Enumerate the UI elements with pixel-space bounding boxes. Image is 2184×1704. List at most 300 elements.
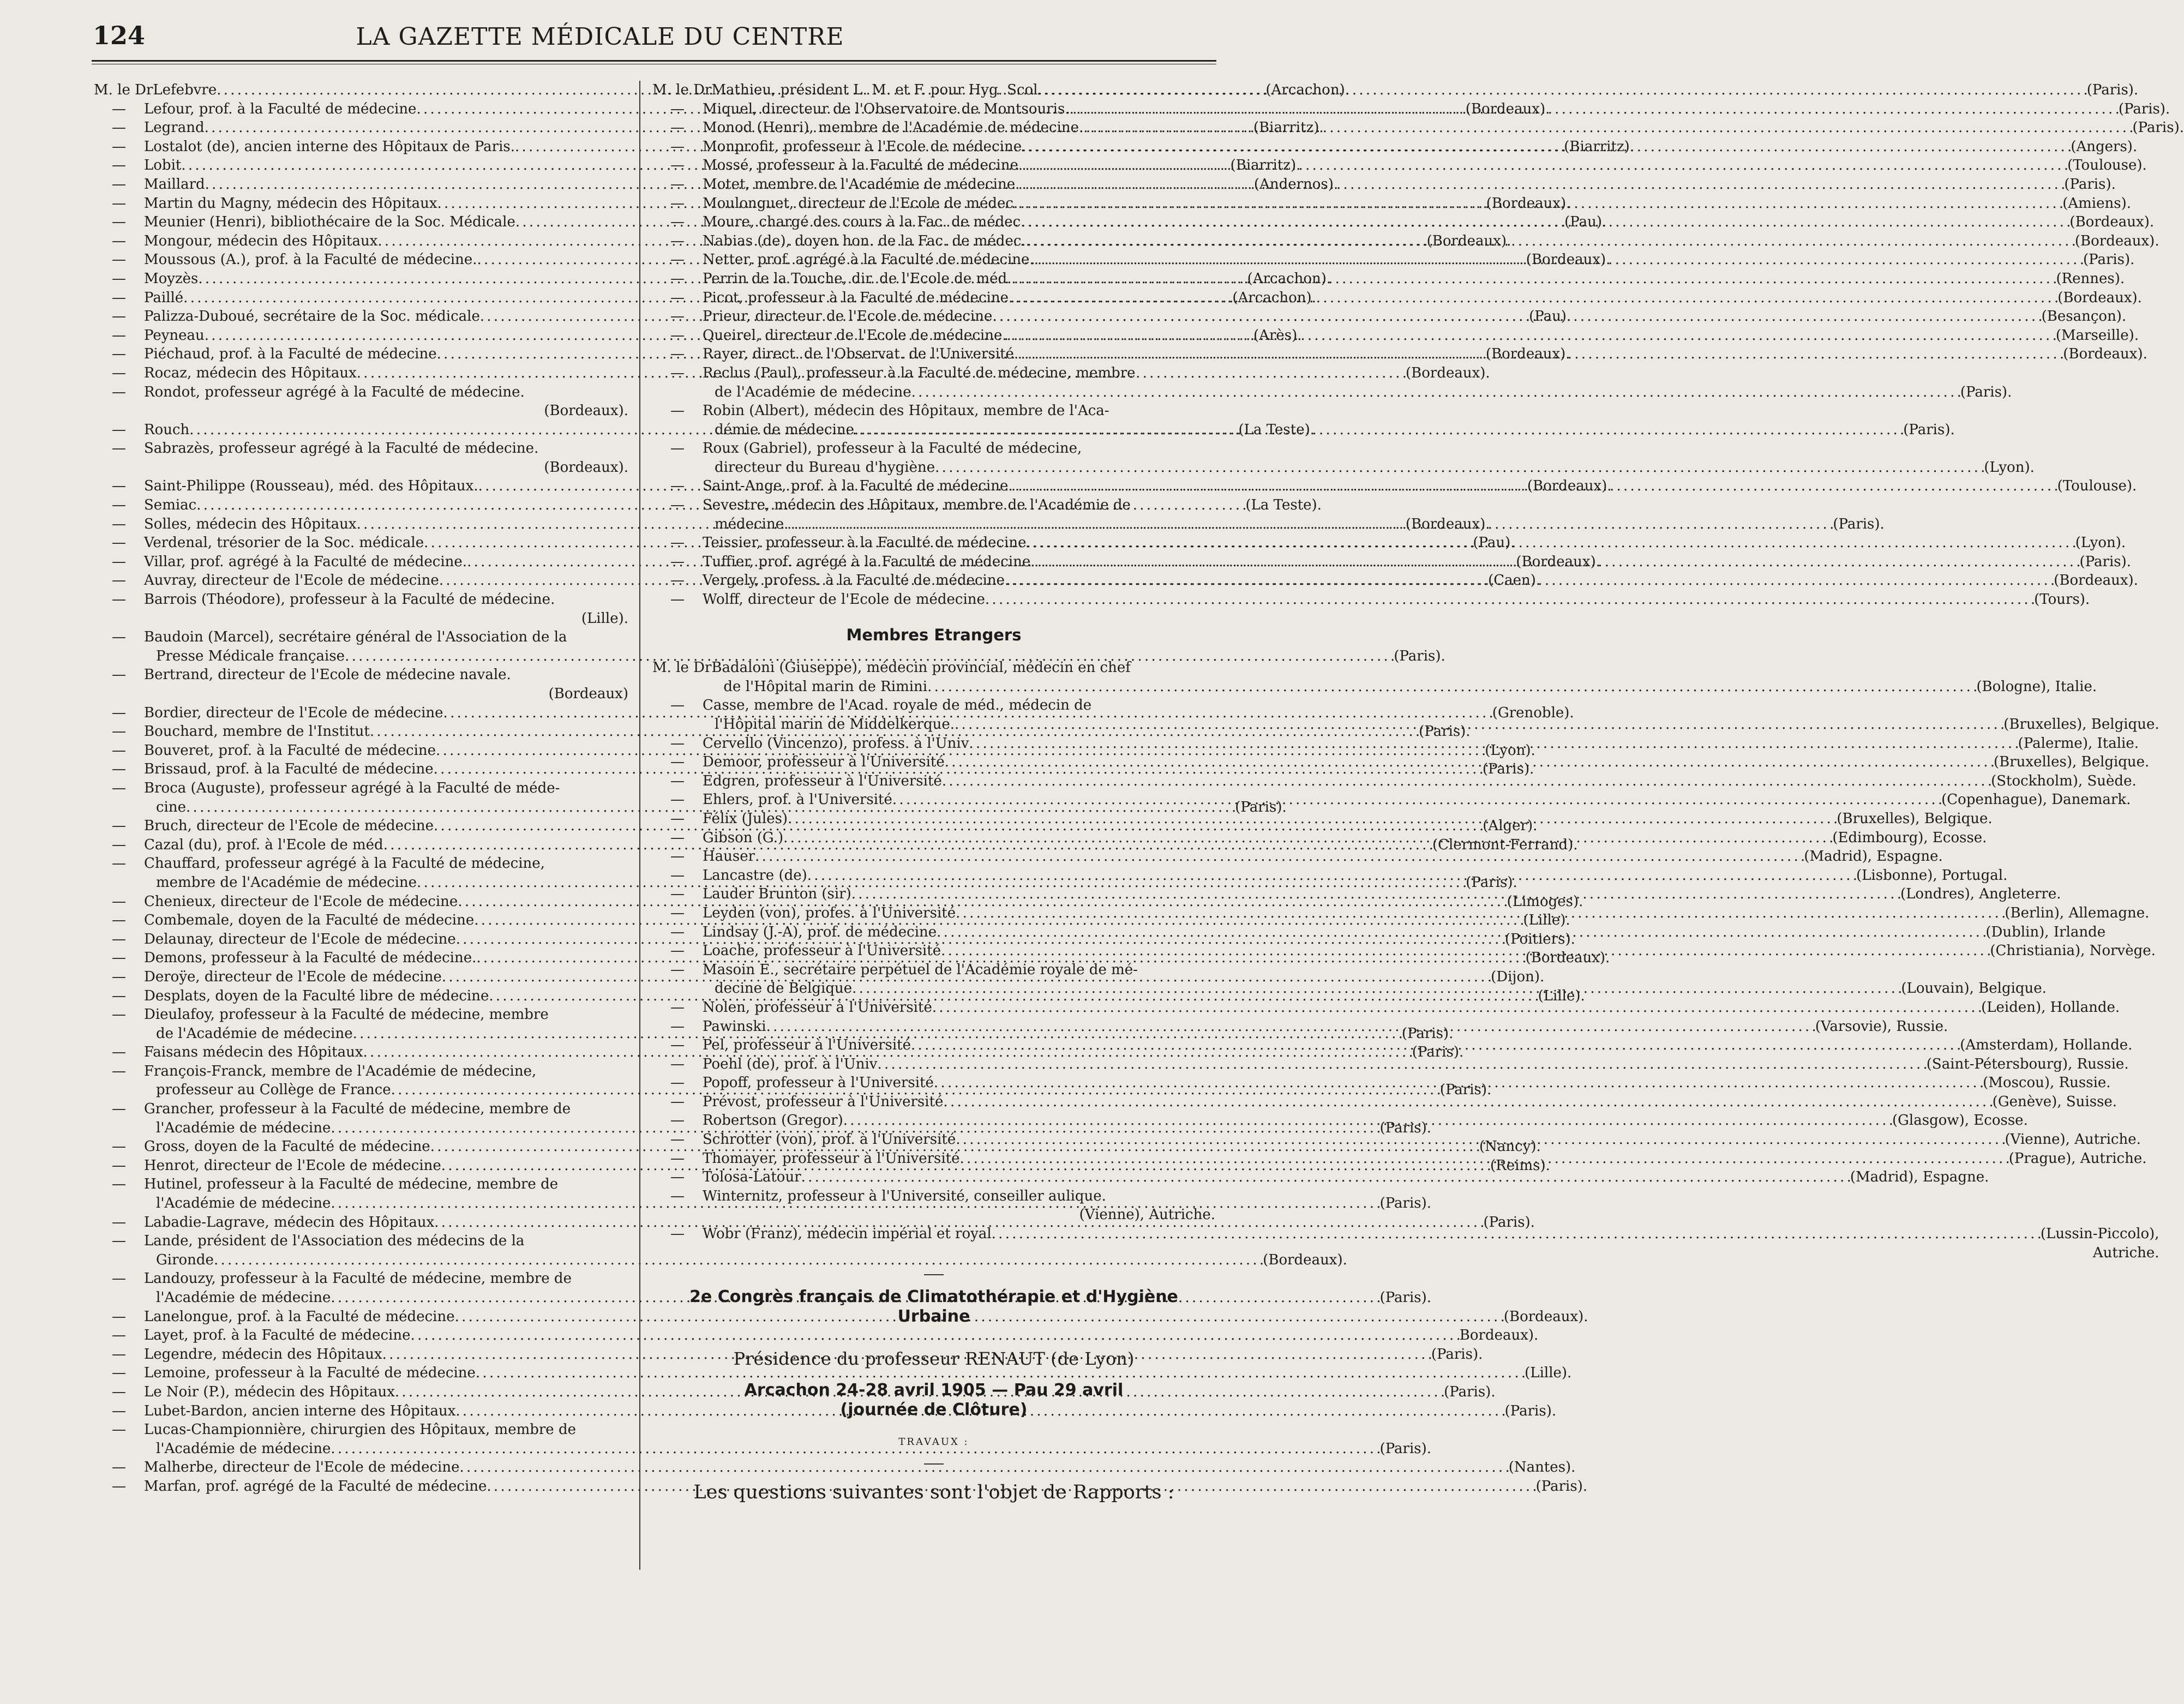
entry-location: (Reims). xyxy=(1490,1157,1550,1174)
entry-prefix: — xyxy=(112,327,126,344)
entry-prefix: — xyxy=(112,346,126,363)
leader-dots xyxy=(1015,175,2064,194)
entry-location: (Paris). xyxy=(1379,1289,1432,1306)
entry-prefix: — xyxy=(670,591,685,608)
member-entry xyxy=(652,658,2097,696)
entry-prefix: — xyxy=(670,791,685,808)
entry-location: (Paris). xyxy=(1401,1025,1454,1042)
entry-line xyxy=(144,609,628,628)
entry-name: Prieur, directeur de l'Ecole de médecine xyxy=(703,308,993,325)
entry-location: (Bordeaux). xyxy=(1516,553,1600,570)
entry-text xyxy=(703,156,2147,175)
entry-name: Bouchard, membre de l'Institut xyxy=(144,723,370,740)
leader-dots xyxy=(843,1111,1892,1130)
entry-line xyxy=(711,658,2097,677)
leader-dots xyxy=(851,885,1900,904)
entry-location: (Paris). xyxy=(2086,82,2139,98)
entry-prefix: — xyxy=(112,855,126,872)
entry-location: (Varsovie), Russie. xyxy=(1815,1018,1948,1035)
entry-name: Saint-Philippe (Rousseau), méd. des Hôpitaux. xyxy=(144,478,478,495)
entry-name: Legendre, médecin des Hôpitaux xyxy=(144,1346,382,1363)
entry-name: Lancastre (de) xyxy=(703,867,807,884)
entry-line xyxy=(703,1055,2129,1074)
entry-location: (Dijon). xyxy=(1491,968,1545,985)
entry-text xyxy=(703,923,2105,942)
entry-line xyxy=(703,1205,1215,1225)
entry-prefix: — xyxy=(112,1270,126,1287)
entry-line xyxy=(703,979,2047,998)
leader-dots xyxy=(960,1149,2009,1168)
entry-text xyxy=(703,364,2012,401)
entry-name: Grancher, professeur à la Faculté de médecine, membre de xyxy=(144,1101,571,1118)
entry-line xyxy=(703,1036,2132,1055)
entry-line xyxy=(703,156,2147,175)
entry-prefix: — xyxy=(112,1157,126,1174)
entry-prefix: — xyxy=(670,1226,685,1243)
entry-location: (Paris). xyxy=(1960,383,2012,400)
entry-text xyxy=(703,1187,1215,1225)
entry-text xyxy=(144,590,628,628)
entry-name: Rondot, professeur agrégé à la Faculté de médecine. xyxy=(144,383,525,400)
entry-text xyxy=(703,829,1987,848)
entry-location: (Madrid), Espagne. xyxy=(1850,1169,1989,1186)
entry-location: (Bordeaux). xyxy=(1486,195,1571,212)
entry-prefix: — xyxy=(112,1346,126,1363)
entry-location: (Berlin), Allemagne. xyxy=(2005,904,2150,921)
entry-prefix: — xyxy=(670,364,685,381)
entry-location: (Limoges). xyxy=(1507,893,1583,910)
entry-prefix: — xyxy=(670,1131,685,1148)
entry-line xyxy=(144,590,628,609)
entry-line xyxy=(703,100,2170,119)
entry-line xyxy=(703,137,2137,157)
entry-location: (Paris). xyxy=(1535,1478,1588,1495)
entry-location: (Paris). xyxy=(1379,1440,1432,1457)
entry-prefix: — xyxy=(112,1233,126,1250)
entry-location: Autriche. xyxy=(2092,1244,2159,1261)
entry-name: Bertrand, directeur de l'Ecole de médecine navale. xyxy=(144,667,511,683)
leader-dots xyxy=(1083,118,2132,137)
entry-name: Presse Médicale française xyxy=(156,647,345,664)
entry-prefix: — xyxy=(112,1383,126,1400)
entry-line xyxy=(711,677,2097,697)
entry-prefix: — xyxy=(670,232,685,249)
entry-name: Picot, professeur à la Faculté de médecine xyxy=(703,289,1009,306)
entry-line xyxy=(703,326,2139,345)
entry-name: médecine xyxy=(715,515,784,532)
entry-name: Monprofit, professeur à l'Ecole de médecine xyxy=(703,138,1022,155)
entry-name: Palizza-Duboué, secrétaire de la Soc. médicale xyxy=(144,308,480,325)
entry-text xyxy=(703,961,2047,998)
entry-location: (Pau). xyxy=(1473,535,1515,551)
entry-prefix: — xyxy=(670,403,685,419)
entry-name: l'Académie de médecine xyxy=(156,1440,331,1457)
entry-text xyxy=(703,998,2120,1017)
entry-name: Lefebvre xyxy=(153,82,217,98)
entry-line xyxy=(703,904,2149,923)
entry-name: Lanelongue, prof. à la Faculté de médecine xyxy=(144,1308,455,1325)
entry-line xyxy=(703,885,2061,904)
entry-location: (Lussin-Piccolo), xyxy=(2040,1226,2159,1243)
leader-dots xyxy=(935,458,1984,477)
entry-line xyxy=(144,685,628,704)
entry-location: (Grenoble). xyxy=(1492,704,1574,721)
entry-location: (Moscou), Russie. xyxy=(1983,1075,2111,1091)
entry-location: (Paris). xyxy=(1903,421,1955,438)
entry-text xyxy=(703,696,2159,734)
entry-prefix: — xyxy=(670,1150,685,1167)
entry-location: (Paris). xyxy=(1466,874,1517,891)
entry-location: (Christiania), Norvège. xyxy=(1990,943,2156,959)
entry-prefix: — xyxy=(112,364,126,381)
entry-location: (Arès). xyxy=(1253,327,1302,344)
entry-text xyxy=(703,790,2131,809)
entry-prefix: — xyxy=(112,779,126,796)
entry-name: Tolosa-Latour xyxy=(703,1169,801,1186)
entry-prefix: — xyxy=(670,535,685,551)
entry-prefix: — xyxy=(112,1478,126,1495)
entry-text xyxy=(703,1073,2111,1093)
entry-prefix: — xyxy=(670,961,685,978)
entry-name: Monod (Henri), membre de l'Académie de médecine. xyxy=(703,119,1084,136)
entry-prefix: — xyxy=(670,308,685,325)
leader-dots xyxy=(801,1168,1850,1187)
entry-location: (Paris). xyxy=(1504,1402,1557,1419)
entry-location: (Toulouse). xyxy=(2067,157,2147,174)
entry-text xyxy=(703,866,2007,885)
entry-location: (Glasgow), Ecosse. xyxy=(1892,1112,2028,1129)
entry-prefix: — xyxy=(112,1365,126,1382)
entry-name: Bruch, directeur de l'Ecole de médecine xyxy=(144,818,434,835)
entry-name: Moulonguet, directeur de l'Ecole de médec xyxy=(703,195,1013,212)
congress-title-line-1: 2e Congrès français de Climatothérapie et d'Hygiène xyxy=(689,1287,1178,1307)
entry-name: Dieulafoy, professeur à la Faculté de médecine, membre xyxy=(144,1006,549,1023)
entry-location: (Bordeaux). xyxy=(1263,1251,1347,1268)
member-entry xyxy=(94,590,628,628)
entry-name: Loache, professeur à l'Université xyxy=(703,943,941,959)
entry-name: Demoor, professeur à l'Université xyxy=(703,754,945,771)
leader-dots xyxy=(1021,213,2069,232)
entry-name: Martin du Magny, médecin des Hôpitaux xyxy=(144,195,437,212)
entry-name: Combemale, doyen de la Faculté de médecine xyxy=(144,912,475,929)
entry-location: (Paris). xyxy=(2132,119,2184,136)
entry-name: Bouveret, prof. à la Faculté de médecine xyxy=(144,742,436,759)
entry-name: directeur du Bureau d'hygiène xyxy=(715,459,935,476)
entry-text xyxy=(703,1036,2132,1055)
entry-text xyxy=(703,1055,2129,1074)
entry-location: (Londres), Angleterre. xyxy=(1900,886,2061,903)
entry-location: (Palerme), Italie. xyxy=(2018,735,2139,752)
leader-dots xyxy=(1009,289,2057,308)
leader-dots xyxy=(992,1225,2041,1244)
entry-text xyxy=(703,941,2156,961)
entry-line xyxy=(703,961,2047,980)
entry-location: (Amiens). xyxy=(2062,195,2131,212)
entry-prefix: — xyxy=(670,440,685,457)
leader-dots xyxy=(788,809,1837,829)
member-entry xyxy=(652,1055,2129,1074)
entry-name: Cervello (Vincenzo), profess. à l'Univ xyxy=(703,735,969,752)
entry-prefix: — xyxy=(112,893,126,910)
entry-prefix: — xyxy=(670,214,685,231)
entry-location: (Bordeaux). xyxy=(1485,346,1570,363)
entry-prefix: — xyxy=(112,138,126,155)
leader-dots xyxy=(937,923,1985,942)
entry-text xyxy=(703,496,1885,533)
entry-name: Lindsay (J.-A), prof. de médecine xyxy=(703,923,937,940)
entry-name: Gross, doyen de la Faculté de médecine xyxy=(144,1138,430,1155)
entry-prefix: — xyxy=(670,904,685,921)
entry-location: (Angers). xyxy=(2071,138,2138,155)
entry-line xyxy=(703,715,2159,734)
entry-name: Pel, professeur à l'Université xyxy=(703,1037,911,1054)
entry-text xyxy=(703,885,2061,904)
entry-prefix: — xyxy=(112,497,126,514)
entry-prefix: — xyxy=(670,1037,685,1054)
member-entry xyxy=(94,383,628,421)
entry-name: Sabrazès, professeur agrégé à la Faculté de médecine. xyxy=(144,440,539,457)
entry-location: (Amsterdam), Hollande. xyxy=(1960,1037,2133,1054)
entry-name: Labadie-Lagrave, médecin des Hôpitaux xyxy=(144,1214,435,1231)
entry-text xyxy=(703,533,2126,553)
entry-text xyxy=(703,326,2139,345)
entry-text xyxy=(703,590,2090,609)
entry-prefix: — xyxy=(670,251,685,268)
entry-location: (Lyon). xyxy=(1984,459,2035,476)
entry-text xyxy=(703,269,2125,289)
entry-line xyxy=(703,734,2139,753)
leader-dots xyxy=(945,753,1994,772)
entry-line xyxy=(711,81,2138,100)
entry-location: (Paris). xyxy=(2083,251,2135,268)
entry-line xyxy=(703,1149,2146,1168)
entry-prefix: — xyxy=(670,735,685,752)
entry-name: professeur au Collège de France xyxy=(156,1082,391,1099)
entry-prefix: — xyxy=(112,553,126,570)
entry-text xyxy=(703,1168,1989,1187)
entry-prefix: — xyxy=(112,289,126,306)
entry-line xyxy=(703,439,2035,458)
leader-dots xyxy=(807,866,1856,885)
entry-location: (Andernos). xyxy=(1253,176,1339,193)
entry-name: Meunier (Henri), bibliothécaire de la Soc. Médicale xyxy=(144,214,515,231)
entry-name: Baudoin (Marcel), secrétaire général de l'Association de la xyxy=(144,629,567,646)
entry-name: Chauffard, professeur agrégé à la Faculté de médecine, xyxy=(144,855,545,872)
entry-prefix: — xyxy=(112,1421,126,1438)
entry-name: Rouch xyxy=(144,421,190,438)
entry-prefix: — xyxy=(112,100,126,117)
entry-location: (Edimbourg), Ecosse. xyxy=(1832,829,1987,846)
entry-name: Gironde xyxy=(156,1251,214,1268)
entry-location: (Louvain), Belgique. xyxy=(1901,980,2047,997)
entry-location: (Madrid), Espagne. xyxy=(1804,848,1943,865)
entry-name: Cazal (du), prof. à l'Ecole de méd xyxy=(144,836,383,853)
entry-name: Prévost, professeur à l'Université xyxy=(703,1093,944,1110)
entry-line xyxy=(144,458,628,477)
entry-prefix: — xyxy=(112,591,126,608)
entry-name: Lobit xyxy=(144,157,182,174)
entry-line xyxy=(703,175,2116,194)
leader-dots xyxy=(1007,326,2056,345)
entry-line xyxy=(703,1225,2159,1244)
entry-location: (Paris). xyxy=(1833,515,1885,532)
entry-line xyxy=(703,1017,1948,1036)
entry-prefix: — xyxy=(112,667,126,683)
entry-name: Sevestre, médecin des Hôpitaux, membre de l'Académie de xyxy=(703,497,1131,514)
entry-name: decine de Belgique xyxy=(715,980,853,997)
entry-location: (Poitiers). xyxy=(1504,931,1575,947)
entry-name: Moussous (A.), prof. à la Faculté de médecine. xyxy=(144,251,477,268)
entry-prefix: — xyxy=(112,704,126,721)
entry-location: (Bordeaux). xyxy=(544,459,628,476)
entry-prefix: — xyxy=(670,867,685,884)
entry-name: Landouzy, professeur à la Faculté de médecine, membre de xyxy=(144,1270,572,1287)
entry-text xyxy=(703,1225,2159,1262)
entry-name: Chenieux, directeur de l'Ecole de médecine xyxy=(144,893,458,910)
entry-location: (Bologne), Italie. xyxy=(1976,678,2097,695)
entry-location: (Biarritz). xyxy=(1253,119,1324,136)
travaux-label: TRAVAUX : xyxy=(898,1436,969,1448)
entry-location: (Vienne), Autriche. xyxy=(2005,1131,2141,1148)
leader-dots xyxy=(1022,137,2071,157)
entry-prefix: — xyxy=(670,1075,685,1091)
entry-location: (Lyon). xyxy=(1485,742,1535,759)
leader-dots xyxy=(911,1036,1960,1055)
entry-prefix: — xyxy=(112,1006,126,1023)
entry-location: (Caen). xyxy=(1488,572,1541,589)
entry-location: (Paris). xyxy=(2064,176,2116,193)
entry-prefix: — xyxy=(112,1214,126,1231)
entry-prefix: — xyxy=(112,1044,126,1061)
entry-name: de l'Académie de médecine xyxy=(156,1025,353,1042)
entry-line xyxy=(703,753,2149,772)
entry-location: (Bordeaux). xyxy=(544,403,628,419)
entry-name: Broca (Auguste), professeur agrégé à la Faculté de méde- xyxy=(144,779,560,796)
entry-location: (Bordeaux). xyxy=(1526,251,1611,268)
entry-name: Lande, président de l'Association des médecins de la xyxy=(144,1233,525,1250)
entry-prefix: — xyxy=(670,848,685,865)
member-entry xyxy=(652,345,2147,364)
entry-prefix: — xyxy=(670,999,685,1016)
entry-name: Robin (Albert), médecin des Hôpitaux, membre de l'Aca- xyxy=(703,403,1109,419)
entry-name: membre de l'Académie de médecine xyxy=(156,874,417,891)
entry-location: (Bruxelles), Belgique. xyxy=(2003,716,2159,733)
entry-name: François-Franck, membre de l'Académie de médecine, xyxy=(144,1063,537,1079)
entry-location: (Lisbonne), Portugal. xyxy=(1856,867,2008,884)
entry-name: Layet, prof. à la Faculté de médecine xyxy=(144,1327,411,1344)
entry-prefix: — xyxy=(670,1187,685,1204)
entry-prefix: — xyxy=(670,327,685,344)
entry-location: (Arcachon). xyxy=(1247,270,1331,287)
congress-title xyxy=(652,1287,1215,1327)
entry-text xyxy=(703,1017,1948,1036)
entry-prefix: — xyxy=(112,931,126,947)
entry-name: Leyden (von), profes. à l'Université xyxy=(703,904,956,921)
entry-location: (Bordeaux). xyxy=(2057,289,2142,306)
entry-prefix: — xyxy=(112,119,126,136)
entry-name: Peyneau xyxy=(144,327,205,344)
entry-line xyxy=(703,998,2120,1017)
entry-name: Wobr (Franz), médecin impérial et royal xyxy=(703,1226,992,1243)
header-rule xyxy=(92,60,1216,64)
entry-line xyxy=(703,250,2134,269)
entry-name: Lefour, prof. à la Faculté de médecine xyxy=(144,100,417,117)
leader-dots xyxy=(927,677,1976,697)
entry-prefix: — xyxy=(670,810,685,827)
entry-line xyxy=(144,383,628,402)
entry-prefix: — xyxy=(670,754,685,771)
entry-name: Rocaz, médecin des Hôpitaux xyxy=(144,364,357,381)
entry-name: Maillard xyxy=(144,176,205,193)
leader-dots xyxy=(956,904,2005,923)
leader-dots xyxy=(852,979,1901,998)
leader-dots xyxy=(1018,156,2067,175)
entry-prefix: — xyxy=(670,572,685,589)
entry-line xyxy=(703,809,1993,829)
entry-line xyxy=(703,269,2125,289)
entry-prefix: — xyxy=(112,1063,126,1079)
entry-prefix: — xyxy=(670,886,685,903)
leader-dots xyxy=(969,734,2018,753)
entry-name: Mossé, professeur à la Faculté de médecine xyxy=(703,157,1018,174)
entry-text xyxy=(703,772,2137,791)
entry-location: (Paris). xyxy=(1379,1195,1432,1212)
leader-dots xyxy=(932,998,1981,1017)
entry-line xyxy=(703,1168,1989,1187)
entry-location: (Lille). xyxy=(1523,912,1570,929)
entry-name: Lucas-Championnière, chirurgien des Hôpitaux, membre de xyxy=(144,1421,576,1438)
entry-line xyxy=(703,847,1943,866)
entry-prefix: — xyxy=(670,1055,685,1072)
entry-text xyxy=(703,439,2035,477)
entry-text xyxy=(703,401,1955,439)
entry-location: (Alger). xyxy=(1483,818,1538,835)
entry-line xyxy=(703,790,2131,809)
entry-location: (Bordeaux) xyxy=(548,686,628,702)
entry-location: (Dublin), Irlande xyxy=(1985,923,2106,940)
entry-name: Roux (Gabriel), professeur à la Faculté de médecine, xyxy=(703,440,1082,457)
leader-dots xyxy=(892,790,1941,809)
leader-dots xyxy=(911,383,1960,402)
entry-name: Nabias (de), doyen hon. de la Fac. de médec. xyxy=(703,232,1026,249)
entry-prefix: — xyxy=(112,157,126,174)
entry-location: (Clermont-Ferrand). xyxy=(1432,836,1578,853)
entry-location: (Paris). xyxy=(1379,1119,1432,1136)
entry-line xyxy=(703,289,2142,308)
entry-prefix: — xyxy=(112,440,126,457)
entry-location: (Copenhague), Danemark. xyxy=(1941,791,2131,808)
entry-text xyxy=(703,100,2170,119)
entry-name: Auvray, directeur de l'Ecole de médecine xyxy=(144,572,439,589)
entry-name: Pawinski xyxy=(703,1018,766,1035)
entry-text xyxy=(703,289,2142,308)
entry-name: Robertson (Gregor) xyxy=(703,1112,843,1129)
entry-line xyxy=(703,772,2137,791)
entry-location: (Pau). xyxy=(1564,214,1607,231)
entry-location: (Bruxelles), Belgique. xyxy=(1837,810,1993,827)
entry-prefix: — xyxy=(670,1018,685,1035)
entry-name: Thomayer, professeur à l'Université xyxy=(703,1150,960,1167)
entry-location: (Paris). xyxy=(2079,553,2132,570)
entry-text xyxy=(703,1130,2141,1149)
entry-location: (Nantes). xyxy=(1508,1459,1576,1476)
entry-location: (Paris). xyxy=(1419,723,1471,740)
entry-text xyxy=(703,904,2149,923)
entry-name: de l'Académie de médecine xyxy=(715,383,911,400)
entry-location: Bordeaux). xyxy=(1459,1327,1539,1344)
entry-location: (Bordeaux). xyxy=(1465,100,1550,117)
entry-location: (Lille). xyxy=(1525,1365,1572,1382)
